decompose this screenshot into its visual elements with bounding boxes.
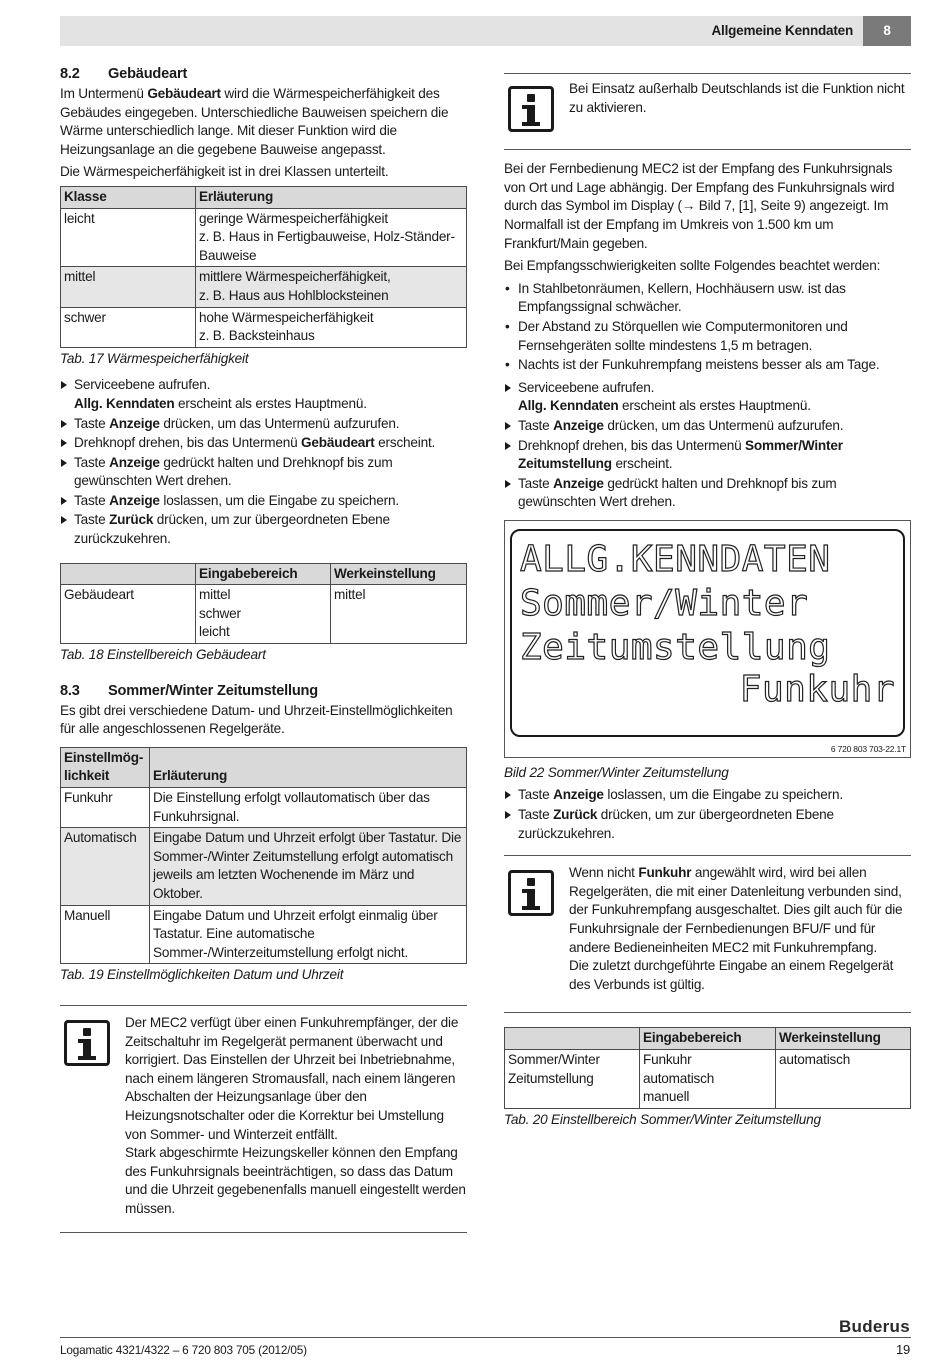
- steps-8-3-b: [504, 786, 911, 843]
- info-icon: [64, 1020, 110, 1066]
- table-row: Sommer/Winter Zeitumstellung Funkuhr automatisch manuell automatisch: [505, 1050, 911, 1109]
- info-note-funkuhr: Der MEC2 verfügt über einen Funkuhrempfänger, der die Zeitschaltuhr im Regelgerät permanent überwacht und korrigiert. Das Einstellen der Uhrzeit bei Inbetriebnahme, nach einem längeren Stromausfall, nach einem längeren Abschalten der Heizungsanlage über den Heizungsnotschalter oder die Korrektur bei Umstellung von Sommer- und Winterzeit entfällt. Stark abgeschirmte Heizungskeller können den Empfang des Funkuhrsignals beeinträchtigen, so dass das Datum und die Uhrzeit gegebenenfalls manuell eingestellt werden müssen.: [60, 1005, 467, 1234]
- lcd-line-1: ALLG.KENNDATEN: [520, 538, 831, 580]
- table-row: schwer hohe Wärmespeicherfähigkeit z. B. Backsteinhaus: [61, 307, 467, 347]
- lcd-line-3: Zeitumstellung: [520, 626, 831, 668]
- list-item: Taste Anzeige drücken, um das Untermenü aufzurufen.: [504, 417, 911, 436]
- table-row: Funkuhr Die Einstellung erfolgt vollautomatisch über das Funkuhrsignal.: [61, 788, 467, 828]
- list-item: Taste Anzeige loslassen, um die Eingabe zu speichern.: [504, 786, 911, 805]
- table-row: leicht geringe Wärmespeicherfähigkeit z. B. Haus in Fertigbauweise, Holz-Ständer- Bauweise: [61, 208, 467, 267]
- info-icon: [508, 86, 554, 132]
- list-item: Drehknopf drehen, bis das Untermenü Gebäudeart erscheint.: [60, 434, 467, 453]
- info-note-germany: Bei Einsatz außerhalb Deutschlands ist die Funktion nicht zu aktivieren.: [504, 73, 911, 150]
- list-item: • In Stahlbetonräumen, Kellern, Hochhäusern usw. ist das Empfangssignal schwächer.: [504, 280, 911, 317]
- table-18: Eingabebereich Werkeinstellung Gebäudeart mittel schwer leicht mittel: [60, 563, 467, 644]
- list-item: Taste Anzeige gedrückt halten und Drehknopf bis zum gewünschten Wert drehen.: [60, 454, 467, 491]
- chapter-badge: 8: [863, 16, 911, 46]
- table-row: Automatisch Eingabe Datum und Uhrzeit erfolgt über Tastatur. Die Sommer-/Winter Zeitumstellung erfolgt automatisch jeweils am letzten Wochenende im März und Oktober.: [61, 828, 467, 905]
- table-17: Klasse Erläuterung leicht geringe Wärmespeicherfähigkeit z. B. Haus in Fertigbauweise, Holz-Ständer- Bauweise mittel mittlere Wärmespeicherfähigkeit, z. B. Haus aus Hohlblocksteinen schwer hohe Wärmespeicherfähigkeit z. B. Backsteinhaus: [60, 186, 467, 348]
- list-item: Taste Zurück drücken, um zur übergeordneten Ebene zurückzukehren.: [60, 511, 467, 548]
- reception-bullets: [504, 280, 911, 375]
- list-item: Drehknopf drehen, bis das Untermenü Sommer/Winter Zeitumstellung erscheint.: [504, 437, 911, 474]
- list-item: • Nachts ist der Funkuhrempfang meistens besser als am Tage.: [504, 356, 911, 375]
- figure-22-caption: Bild 22 Sommer/Winter Zeitumstellung: [504, 764, 729, 780]
- lcd-screen: [510, 529, 905, 737]
- header-title: Allgemeine Kenndaten: [711, 23, 853, 38]
- list-item: Taste Zurück drücken, um zur übergeordneten Ebene zurückzukehren.: [504, 806, 911, 843]
- table-20: Eingabebereich Werkeinstellung Sommer/Winter Zeitumstellung Funkuhr automatisch manuell automatisch: [504, 1027, 911, 1108]
- list-item: Serviceebene aufrufen. Allg. Kenndaten erscheint als erstes Hauptmenü.: [60, 376, 467, 413]
- table-19: Einstellmög-lichkeit Erläuterung Funkuhr Die Einstellung erfolgt vollautomatisch über das Funkuhrsignal. Automatisch Eingabe Datum und Uhrzeit erfolgt über Tastatur. Die Sommer-/Winter Zeitumstellung erfolgt automatisch jeweils am letzten Wochenende im März und Oktober. Manuell Eingabe Datum und Uhrzeit erfolgt einmalig über Tastatur. Eine automatische Sommer-/Winterzeitumstellung erfolgt nicht.: [60, 747, 467, 965]
- list-item: Taste Anzeige loslassen, um die Eingabe zu speichern.: [60, 492, 467, 511]
- reception-problems-text: Bei Empfangsschwierigkeiten sollte Folgendes beachtet werden:: [504, 258, 881, 274]
- info-icon: [508, 870, 554, 916]
- table-row: Gebäudeart mittel schwer leicht mittel: [61, 585, 467, 644]
- section-8-2-intro: Im Untermenü Gebäudeart wird die Wärmespeicherfähigkeit des Gebäudes eingegeben. Unterschiedliche Bauweisen speichern die Wärme unterschiedlich lange. Mit dieser Funktion wird die Heizungsanlage an die gegebene Bauweise angepasst.: [60, 86, 449, 157]
- page-number: 19: [895, 1342, 910, 1357]
- section-heading-8-3: 8.3 Sommer/Winter Zeitumstellung: [60, 682, 318, 699]
- steps-8-2: [60, 376, 467, 548]
- right-column: [504, 73, 911, 1139]
- section-heading-8-2: 8.2 Gebäudeart: [60, 66, 188, 82]
- list-item: Serviceebene aufrufen. Allg. Kenndaten erscheint als erstes Hauptmenü.: [504, 379, 911, 416]
- info-note-funkuhr-off: Wenn nicht Funkuhr angewählt wird, wird bei allen Regelgeräten, die mit einer Datenleitung verbunden sind, der Funkuhrempfang ausgeschaltet. Dies gilt auch für die Funkuhrsignale der Fernbedienungen BFU/F und für andere Bedieneinheiten MEC2 mit Funkuhrempfang. Die zuletzt durchgeführte Eingabe an einem Regelgerät des Verbunds ist gültig.: [504, 855, 911, 1013]
- page-header: [60, 16, 911, 46]
- table-20-caption: Tab. 20 Einstellbereich Sommer/Winter Zeitumstellung: [504, 1111, 821, 1127]
- table-17-caption: Tab. 17 Wärmespeicherfähigkeit: [60, 350, 249, 366]
- table-19-caption: Tab. 19 Einstellmöglichkeiten Datum und Uhrzeit: [60, 967, 344, 983]
- table-18-caption: Tab. 18 Einstellbereich Gebäudeart: [60, 647, 266, 663]
- lcd-line-2: Sommer/Winter: [520, 582, 809, 624]
- section-8-2-classes: Die Wärmespeicherfähigkeit ist in drei Klassen unterteilt.: [60, 164, 389, 180]
- table-row: Manuell Eingabe Datum und Uhrzeit erfolgt einmalig über Tastatur. Eine automatische Sommer-/Winterzeitumstellung erfolgt nicht.: [61, 905, 467, 964]
- footer-document-id: Logamatic 4321/4322 – 6 720 803 705 (2012/05): [60, 1343, 307, 1357]
- table-row: mittel mittlere Wärmespeicherfähigkeit, z. B. Haus aus Hohlblocksteinen: [61, 267, 467, 307]
- lcd-line-4: Funkuhr: [739, 668, 895, 710]
- funkuhr-reception-text: Bei der Fernbedienung MEC2 ist der Empfang des Funkuhrsignals von Ort und Lage abhängig. Der Empfang des Funkuhrsignals wird durch das Symbol im Display (→ Bild 7, [1], Seite 9) angezeigt. Im Normalfall ist der Empfang im Umkreis von 1.500 km um Frankfurt/Main gegeben.: [504, 161, 895, 251]
- figure-reference: 6 720 803 703-22.1T: [830, 743, 906, 754]
- lcd-display-figure: [504, 520, 911, 758]
- list-item: Taste Anzeige gedrückt halten und Drehknopf bis zum gewünschten Wert drehen.: [504, 475, 911, 512]
- steps-8-3-a: [504, 379, 911, 512]
- list-item: • Der Abstand zu Störquellen wie Computermonitoren und Fernsehgeräten sollte mindestens 1,5 m betragen.: [504, 318, 911, 355]
- footer-divider: [60, 1337, 911, 1338]
- buderus-logo: Buderus: [838, 1317, 910, 1336]
- section-8-3-intro: Es gibt drei verschiedene Datum- und Uhrzeit-Einstellmöglichkeiten für alle angeschlossenen Regelgeräte.: [60, 702, 453, 737]
- left-column: [60, 64, 467, 1233]
- list-item: Taste Anzeige drücken, um das Untermenü aufzurufen.: [60, 415, 467, 434]
